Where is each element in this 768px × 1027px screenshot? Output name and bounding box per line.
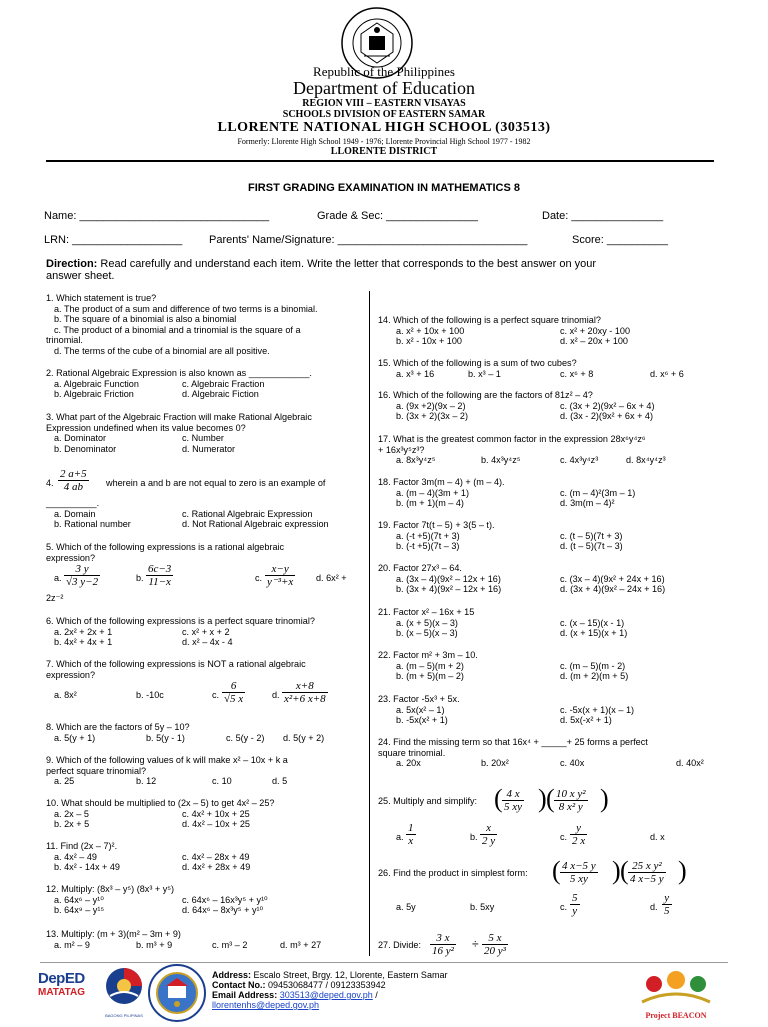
denominator: x²+6 x+8 — [284, 693, 326, 706]
department-title: Department of Education — [293, 78, 475, 98]
choice-c[interactable]: c. (3x + 2)(9x² – 6x + 4) — [560, 400, 655, 411]
choice-a[interactable]: a. Dominator — [54, 433, 107, 444]
choice-d[interactable]: d. x² – 20x + 100 — [560, 336, 628, 347]
numerator: 2 a+5 — [60, 468, 87, 480]
denominator: 8 x² y — [554, 800, 588, 813]
choice-c[interactable]: c. 5(y - 2) — [226, 732, 265, 743]
question-stem: 10. What should be multiplied to (2x – 5) to get 4x² – 25? — [46, 798, 275, 808]
choice-c[interactable]: c. — [255, 573, 263, 584]
direction-label: Direction: — [46, 258, 98, 270]
choice-d[interactable]: d. 5 — [272, 776, 288, 787]
question-21 — [378, 607, 714, 639]
choice-c[interactable]: c. 40x — [560, 758, 585, 769]
choice-b[interactable]: b. Denominator — [54, 443, 117, 454]
choice-a[interactable]: a. x² + 10x + 100 — [396, 325, 465, 336]
choice-b[interactable]: b. (-t +5)(7t – 3) — [396, 541, 460, 552]
question-12 — [46, 884, 361, 916]
choice-c[interactable]: c. 4x² – 28x + 49 — [182, 851, 250, 862]
choice-b[interactable]: b. 5(y - 1) — [146, 732, 185, 743]
question-stem: 2. Rational Algebraic Expression is also known as ____________. — [46, 368, 312, 378]
numerator: x — [486, 822, 492, 834]
question-stem: 27. Divide: — [378, 940, 421, 950]
column-divider — [369, 291, 370, 956]
choice-b[interactable]: b. (m + 5)(m – 2) — [396, 671, 464, 682]
denominator: 4 x−5 y — [630, 873, 664, 885]
choice-c[interactable]: c. The product of a binomial and a trinomial is the square of a — [54, 324, 301, 335]
contact-number: 09453068477 / 09123353942 — [265, 980, 386, 990]
school-name: LLORENTE NATIONAL HIGH SCHOOL (303513) — [217, 120, 551, 135]
email-separator: / — [372, 990, 378, 1000]
numerator: 4 x−5 y — [562, 860, 596, 872]
question-stem: 21. Factor x² – 16x + 15 — [378, 607, 475, 617]
date-field[interactable]: Date: _______________ — [542, 210, 664, 222]
choice-b[interactable]: b. 12 — [136, 776, 157, 787]
choice-d[interactable]: d. The terms of the cube of a binomial are all positive. — [54, 345, 270, 356]
numerator: 3 x — [436, 932, 450, 944]
numerator: 6 — [230, 680, 237, 693]
direction-text: Read carefully and understand each item. Write the letter that corresponds to the best answer on your — [97, 258, 597, 270]
choice-c[interactable]: c. Number — [182, 433, 224, 444]
choice-a[interactable]: a. (m – 4)(3m + 1) — [396, 487, 470, 498]
choice-c[interactable]: c. — [560, 832, 568, 842]
choice-b[interactable]: b. (x – 5)(x – 3) — [396, 628, 458, 639]
choice-d[interactable]: d. (3x - 2)(9x² + 6x + 4) — [560, 411, 653, 422]
choice-b[interactable]: b. 20x² — [481, 758, 509, 769]
choice-d[interactable]: d. Numerator — [182, 443, 236, 454]
school-logo — [148, 964, 206, 1022]
choice-d[interactable]: d. x⁶ + 6 — [650, 368, 684, 379]
question-stem: 6. Which of the following expressions is a perfect square trinomial? — [46, 616, 315, 626]
numerator: 1 — [408, 822, 414, 834]
numerator: 4 x — [506, 788, 520, 800]
question-stem-2: perfect square trinomial? — [46, 765, 147, 776]
choice-a[interactable]: a. (-t +5)(7t + 3) — [396, 530, 460, 541]
choice-b[interactable]: b. x² - 10x + 100 — [396, 336, 462, 347]
choice-a[interactable]: a. 64x⁶ – y¹⁰ — [54, 894, 104, 905]
denominator: 11−x — [146, 575, 173, 588]
question-stem: 22. Factor m² + 3m – 10. — [378, 650, 478, 660]
region-line: REGION VIII – EASTERN VISAYAS — [302, 98, 466, 109]
choice-b-fraction[interactable] — [480, 822, 497, 847]
choice-d[interactable]: d. — [650, 902, 658, 912]
numerator: 6c−3 — [148, 563, 172, 576]
choice-b[interactable]: b. (m + 1)(m – 4) — [396, 498, 464, 509]
choice-c[interactable]: c. (m – 4)²(3m – 1) — [560, 487, 636, 498]
project-beacon-text: Project BEACON — [645, 1011, 707, 1020]
lrn-field[interactable]: LRN: __________________ — [44, 234, 183, 246]
address-label: Address: — [212, 970, 252, 980]
choice-a[interactable]: a. x³ + 16 — [396, 368, 435, 379]
choice-a[interactable]: a. 25 — [54, 776, 75, 787]
question-22 — [378, 650, 714, 682]
denominator: 4 ab — [58, 480, 89, 493]
question-3 — [46, 412, 361, 454]
denominator: 2 x — [572, 835, 586, 847]
q26-fraction-1 — [560, 860, 598, 885]
choice-a[interactable]: a. Algebraic Function — [54, 378, 139, 389]
choice-c-fraction[interactable] — [222, 680, 245, 705]
choice-c[interactable]: c. 64x⁶ – 16x³y⁵ + y¹⁰ — [182, 894, 268, 905]
denominator: 2 y — [482, 835, 496, 847]
choice-d-fraction[interactable] — [662, 892, 672, 917]
question-17 — [378, 434, 714, 466]
email-link-1[interactable]: 303513@deped.gov.ph — [279, 990, 373, 1000]
question-stem: 7. Which of the following expressions is NOT a rational algebraic — [46, 659, 306, 669]
choice-d[interactable]: d. (m + 2)(m + 5) — [560, 671, 629, 682]
choice-c[interactable]: c. x⁶ + 8 — [560, 368, 594, 379]
contact-label: Contact No.: — [212, 980, 266, 990]
choice-d[interactable]: d. (t – 5)(7t – 3) — [560, 541, 623, 552]
choice-b[interactable]: b. m³ + 9 — [136, 939, 173, 950]
question-6 — [46, 616, 361, 648]
question-stem: 23. Factor -5x³ + 5x. — [378, 694, 460, 704]
choice-c[interactable]: c. Rational Algebraic Expression — [182, 508, 313, 519]
grade-sec-field[interactable]: Grade & Sec: _______________ — [317, 210, 478, 222]
email-link-2[interactable]: llorentenhs@deped.gov.ph — [212, 1000, 320, 1010]
choice-a[interactable]: a. 2x – 5 — [54, 808, 89, 819]
republic-line: Republic of the Philippines — [313, 64, 455, 79]
question-stem: 1. Which statement is true? — [46, 293, 157, 303]
choice-d-fraction[interactable] — [282, 680, 328, 705]
choice-d[interactable]: d. — [272, 690, 280, 701]
denominator: 20 y³ — [484, 945, 506, 957]
question-stem: 5. Which of the following expressions is a rational algebraic — [46, 542, 285, 552]
numerator: x−y — [271, 563, 289, 576]
question-5 — [46, 542, 361, 604]
denominator: 5 xy — [504, 801, 523, 813]
question-stem: 8. Which are the factors of 5y – 10? — [46, 722, 190, 732]
question-stem: 3. What part of the Algebraic Fraction will make Rational Algebraic — [46, 412, 312, 422]
q26-fraction-2 — [628, 860, 666, 885]
choice-a[interactable]: a. 5y — [396, 902, 416, 912]
question-11 — [46, 841, 361, 873]
choice-a[interactable]: a. (3x – 4)(9x² – 12x + 16) — [396, 573, 501, 584]
choice-c-fraction[interactable] — [265, 563, 295, 588]
question-25: 25. Multiply and simplify: ( $\frac{4 x}{5 xy}$ ) ( $\frac{\text{10 x y²}}{\text{8 x² y}}$ ) a. $\frac{1}{x}$ b. $\frac{x}{2 y}$ c. $\frac{y}{2 x}$ d. x — [378, 784, 665, 847]
denominator: √3 y−2 — [66, 576, 99, 589]
choice-a[interactable]: a. m² – 9 — [54, 939, 90, 950]
question-stem: 12. Multiply: (8x³ – y⁵) (8x³ + y⁵) — [46, 884, 175, 894]
question-stem: wherein a and b are not equal to zero is an example of — [106, 478, 326, 488]
choice-c[interactable]: c. x² + 20xy - 100 — [560, 325, 631, 336]
exam-title: FIRST GRADING EXAMINATION IN MATHEMATICS 8 — [248, 182, 520, 194]
choice-c[interactable]: c. -5x(x + 1)(x – 1) — [560, 704, 635, 715]
choice-d-cont: 2z⁻² — [46, 593, 64, 604]
footer-contact — [212, 970, 447, 1010]
question-1 — [46, 293, 361, 357]
deped-logo-text: DepED — [38, 970, 85, 987]
choice-a[interactable]: a. (m – 5)(m + 2) — [396, 660, 464, 671]
denominator: y⁻³+x — [267, 576, 294, 589]
question-stem: 16. Which of the following are the factors of 81z² – 4? — [378, 390, 593, 400]
bagong-pilipinas-logo — [104, 966, 144, 1018]
choice-c[interactable]: c. m³ – 2 — [212, 939, 248, 950]
question-13 — [46, 929, 361, 950]
choice-a[interactable]: a. 8x³y⁴z⁵ — [396, 455, 436, 466]
question-stem-2: expression? — [46, 552, 96, 563]
email-label: Email Address: — [212, 990, 278, 1000]
numerator: 5 — [572, 892, 578, 904]
denominator: 5 xy — [560, 872, 598, 885]
answer-blank: __________. — [46, 498, 100, 508]
choice-a[interactable]: a. (x + 5)(x – 3) — [396, 617, 458, 628]
numerator: y — [664, 892, 670, 904]
choice-b[interactable]: b. 64x⁹ – y¹⁵ — [54, 905, 105, 916]
score-field[interactable]: Score: __________ — [572, 234, 669, 246]
question-stem: 24. Find the missing term so that 16x⁴ + _____+ 25 forms a perfect — [378, 737, 648, 747]
choice-b[interactable]: b. — [136, 573, 144, 584]
question-number: 4. — [46, 478, 54, 488]
choice-b[interactable]: b. x³ – 1 — [468, 368, 501, 379]
question-stem: 20. Factor 27x³ – 64. — [378, 563, 462, 573]
numerator: x+8 — [295, 680, 314, 693]
choice-c[interactable]: c. (t – 5)(7t + 3) — [560, 530, 623, 541]
question-stem-2: square trinomial. — [378, 747, 446, 758]
choice-a[interactable]: a. — [396, 832, 404, 842]
choice-a[interactable]: a. Domain — [54, 508, 96, 519]
choice-b[interactable]: b. 5xy — [470, 902, 495, 912]
denominator: 5 — [664, 905, 670, 917]
choice-c[interactable]: c. (x – 15)(x - 1) — [560, 617, 625, 628]
bagong-pilipinas-text: BAGONG PILIPINAS — [105, 1013, 143, 1018]
choice-d[interactable]: d. 4x² – 10x + 25 — [182, 819, 250, 830]
choice-c[interactable]: c. (3x – 4)(9x² + 24x + 16) — [560, 573, 665, 584]
question-stem: 9. Which of the following values of k will make x² – 10x + k a — [46, 755, 288, 765]
division-line: SCHOOLS DIVISION OF EASTERN SAMAR — [282, 109, 486, 120]
question-4 — [46, 468, 361, 530]
question-26: 26. Find the product in simplest form: ( $\frac{4 x-5 y}{5 xy}$ ) ( $\frac{\text{25 x y²}}{4 x-5 y}$ ) a. 5y b. 5xy c. $\frac{5}{y}$ d. $\frac{y}{5}$ — [378, 856, 687, 917]
question-10 — [46, 798, 361, 830]
choice-b[interactable]: b. 2x + 5 — [54, 819, 90, 830]
choice-b[interactable]: b. Rational number — [54, 519, 131, 530]
choice-a[interactable]: a. 5(y + 1) — [54, 732, 96, 743]
question-9 — [46, 755, 361, 787]
question-14 — [378, 315, 714, 347]
choice-c-fraction[interactable] — [570, 892, 580, 917]
name-field[interactable]: Name: _______________________________ — [44, 210, 270, 222]
matatag-text: MATATAG — [38, 987, 86, 998]
question-stem-2: expression? — [46, 669, 96, 680]
denominator: y — [570, 904, 580, 917]
choice-d[interactable]: d. x — [650, 832, 665, 842]
choice-d[interactable]: d. (3x + 4)(9x² – 24x + 16) — [560, 584, 666, 595]
choice-a[interactable]: a. The product of a sum and difference of two terms is a binomial. — [54, 303, 318, 314]
question-stem: 15. Which of the following is a sum of two cubes? — [378, 358, 577, 368]
choice-c[interactable]: c. x² + x + 2 — [182, 626, 230, 637]
question-stem: 11. Find (2x – 7)². — [46, 841, 118, 851]
question-19 — [378, 520, 714, 552]
numerator: y — [576, 822, 582, 834]
choice-a[interactable]: a. 8x² — [54, 690, 77, 701]
q4-fraction — [58, 468, 89, 493]
choice-c[interactable]: c. 10 — [212, 776, 232, 787]
numerator: 5 x — [488, 932, 502, 944]
denominator: x — [406, 834, 416, 847]
question-stem: 26. Find the product in simplest form: — [378, 868, 528, 878]
choice-a-fraction[interactable] — [64, 563, 100, 588]
question-stem: 14. Which of the following is a perfect square trinomial? — [378, 315, 601, 325]
q25-fraction-2 — [554, 788, 588, 813]
choice-d[interactable]: d. 4x² + 28x + 49 — [182, 862, 251, 873]
choice-d[interactable]: d. 5x(-x² + 1) — [560, 715, 612, 726]
choice-c-fraction[interactable] — [570, 822, 587, 847]
choice-a[interactable]: a. 20x — [396, 758, 421, 769]
question-7 — [46, 659, 361, 712]
choice-a[interactable]: a. 2x² + 2x + 1 — [54, 626, 113, 637]
q27-fraction-1 — [430, 932, 456, 957]
parents-field[interactable]: Parents' Name/Signature: _______________________________ — [209, 234, 528, 246]
choice-b[interactable]: b. Algebraic Friction — [54, 389, 134, 400]
choice-b[interactable]: b. (3x + 4)(9x² – 12x + 16) — [396, 584, 502, 595]
choice-d[interactable]: d. Not Rational Algebraic expression — [182, 519, 329, 530]
choice-b[interactable]: b. (3x + 2)(3x – 2) — [396, 411, 469, 422]
choice-c-cont: trinomial. — [46, 335, 83, 346]
question-8 — [46, 722, 361, 743]
choice-a[interactable]: a. 5x(x² – 1) — [396, 704, 445, 715]
choice-c[interactable]: c. — [560, 902, 568, 912]
choice-a[interactable]: a. (9x +2)(9x – 2) — [396, 400, 466, 411]
choice-b[interactable]: b. -10c — [136, 690, 164, 701]
choice-d[interactable]: d. 40x² — [676, 758, 704, 769]
choice-b[interactable]: b. The square of a binomial is also a binomial — [54, 314, 237, 325]
choice-d[interactable]: d. 6x² + — [316, 573, 347, 584]
choice-c[interactable]: c. — [212, 690, 220, 701]
choice-a[interactable]: a. — [54, 573, 62, 584]
q25-fraction-1 — [502, 788, 524, 813]
choice-b-fraction[interactable] — [146, 563, 173, 588]
question-24 — [378, 737, 714, 769]
question-stem: 19. Factor 7t(t – 5) + 3(5 – t). — [378, 520, 495, 530]
school-formerly: Formerly: Llorente High School 1949 - 1976; Llorente Provincial High School 1977 - 1982 — [237, 137, 531, 146]
numerator: 3 y — [75, 563, 89, 576]
choice-c[interactable]: c. Algebraic Fraction — [182, 378, 265, 389]
footer-divider — [40, 962, 728, 963]
choice-b[interactable]: b. -5x(x² + 1) — [396, 715, 448, 726]
choice-d[interactable]: d. m³ + 27 — [280, 939, 322, 950]
choice-b[interactable]: b. 4x² - 14x + 49 — [54, 862, 120, 873]
choice-c[interactable]: c. (m – 5)(m - 2) — [560, 660, 626, 671]
question-stem-2: + 16x³y⁵z³? — [378, 444, 425, 455]
choice-b[interactable]: b. 4x³y⁴z⁵ — [481, 455, 521, 466]
header-divider — [46, 160, 714, 162]
q27-fraction-2 — [482, 932, 508, 957]
direction — [46, 258, 596, 282]
question-15 — [378, 358, 714, 379]
choice-a[interactable]: a. 4x² – 49 — [54, 851, 97, 862]
divide-sign: ÷ — [472, 937, 479, 951]
choice-d[interactable]: d. 8x⁴y⁴z³ — [626, 455, 666, 466]
choice-d[interactable]: d. 5(y + 2) — [283, 732, 325, 743]
question-stem: 18. Factor 3m(m – 4) + (m – 4). — [378, 477, 505, 487]
choice-d[interactable]: d. 64x⁶ – 8x³y⁵ + y¹⁰ — [182, 905, 264, 916]
address: Escalo Street, Brgy. 12, Llorente, Eastern Samar — [251, 970, 448, 980]
question-27 — [378, 930, 714, 960]
denominator: 16 y² — [432, 945, 454, 957]
choice-c[interactable]: c. 4x³y⁴z³ — [560, 455, 599, 466]
direction-text-2: answer sheet. — [46, 270, 115, 282]
denominator: √5 x — [224, 693, 244, 706]
choice-a-fraction[interactable] — [406, 822, 416, 847]
question-23 — [378, 694, 714, 726]
choice-d[interactable]: d. x² – 4x - 4 — [182, 637, 233, 648]
numerator: 10 x y² — [556, 788, 586, 800]
choice-d[interactable]: d. Algebraic Fiction — [182, 389, 259, 400]
choice-d[interactable]: d. (x + 15)(x + 1) — [560, 628, 628, 639]
question-stem: 13. Multiply: (m + 3)(m² – 3m + 9) — [46, 929, 181, 939]
choice-b[interactable]: b. 4x² + 4x + 1 — [54, 637, 113, 648]
deped-matatag-logo — [38, 970, 98, 1016]
numerator: 25 x y² — [632, 860, 662, 872]
question-2 — [46, 368, 361, 400]
question-20 — [378, 563, 714, 595]
district-line: LLORENTE DISTRICT — [330, 146, 438, 157]
question-stem: 25. Multiply and simplify: — [378, 796, 478, 806]
choice-c[interactable]: c. 4x² + 10x + 25 — [182, 808, 250, 819]
question-18 — [378, 477, 714, 509]
project-beacon-logo — [632, 966, 720, 1020]
question-stem-2: Expression undefined when its value becomes 0? — [46, 422, 246, 433]
question-stem: 17. What is the greatest common factor in the expression 28x⁶y⁴z⁶ — [378, 434, 646, 444]
question-16 — [378, 390, 714, 422]
choice-d[interactable]: d. 3m(m – 4)² — [560, 498, 615, 509]
choice-b[interactable]: b. — [470, 832, 478, 842]
